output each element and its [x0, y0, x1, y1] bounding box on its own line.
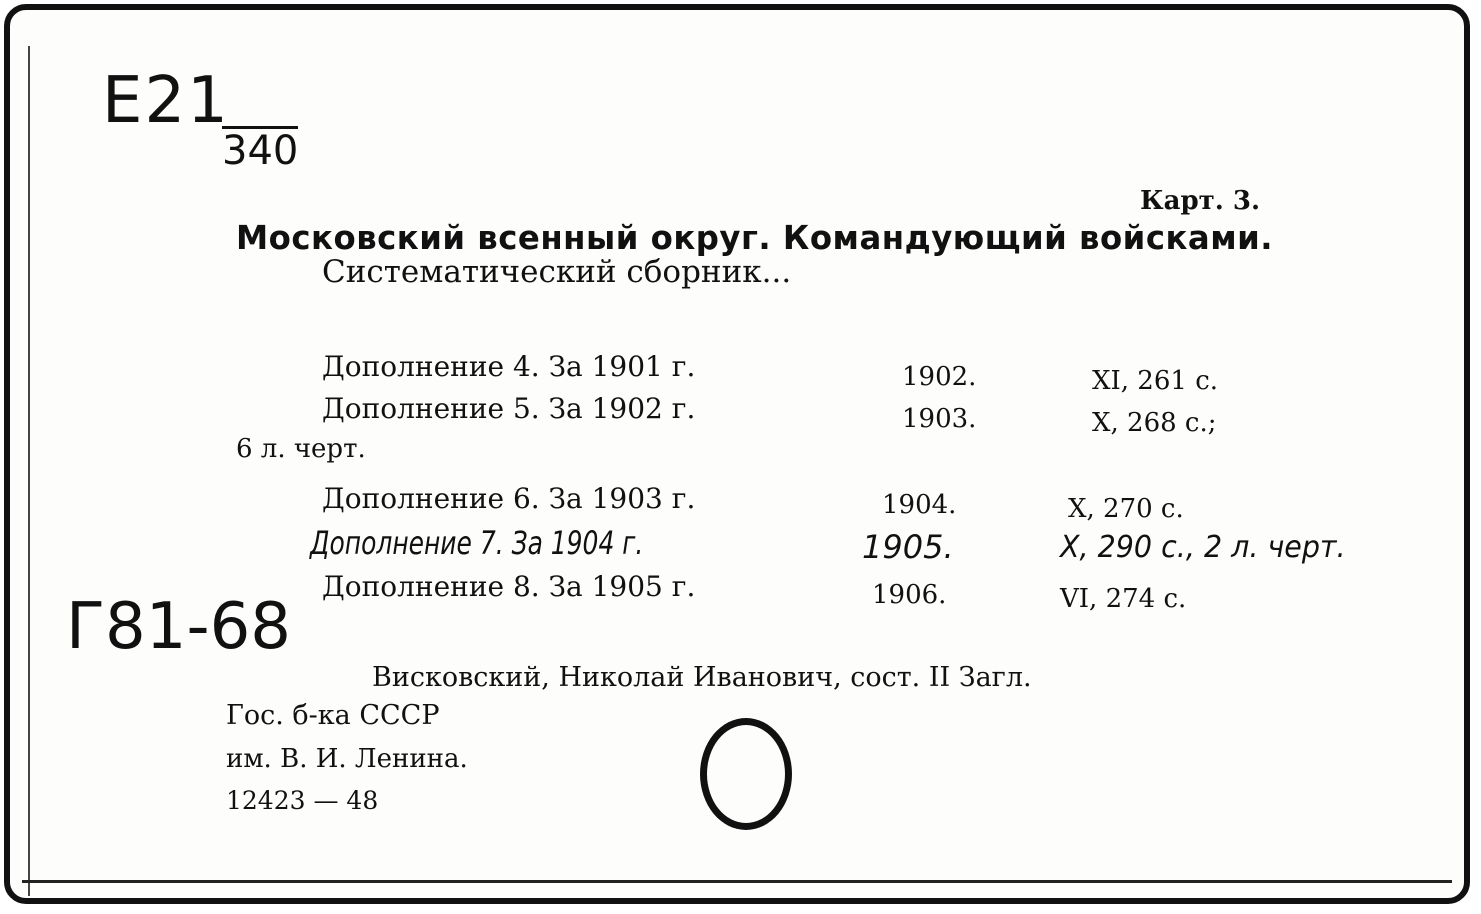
library-line-1: Гос. б-ка СССР — [226, 700, 440, 731]
supplement-5-title: Дополнение 5. За 1902 г. — [322, 392, 696, 425]
supplement-6-pages: X, 270 с. — [1068, 494, 1184, 524]
heading-line-1: Московский всенный округ. Командующий войсками. — [236, 218, 1274, 257]
supplement-6-title: Дополнение 6. За 1903 г. — [322, 482, 696, 515]
call-number-sub: 340 — [222, 128, 299, 174]
supplement-5-continuation: 6 л. черт. — [236, 434, 366, 464]
library-line-2: им. В. И. Ленина. — [226, 744, 468, 774]
supplement-6-year: 1904. — [882, 490, 957, 520]
supplement-4-year: 1902. — [902, 362, 977, 392]
left-margin-rule — [28, 46, 30, 896]
supplement-5-pages: X, 268 с.; — [1092, 408, 1217, 438]
supplement-7-year: 1905. — [862, 528, 954, 566]
library-code: 12423 — 48 — [226, 786, 379, 815]
card-number: Карт. 3. — [1140, 186, 1261, 216]
supplement-5-year: 1903. — [902, 404, 977, 434]
supplement-8-pages: VI, 274 с. — [1060, 584, 1187, 614]
shelf-mark: Г81-68 — [66, 590, 291, 664]
supplement-8-year: 1906. — [872, 580, 947, 610]
supplement-4-pages: XI, 261 с. — [1092, 366, 1219, 396]
catalog-card — [4, 4, 1470, 904]
supplement-7-title: Дополнение 7. За 1904 г. — [310, 524, 644, 562]
compiler-line: Висковский, Николай Иванович, сост. II Загл. — [372, 662, 1032, 693]
call-number: E21 — [102, 64, 230, 138]
supplement-8-title: Дополнение 8. За 1905 г. — [322, 570, 696, 603]
heading-line-2: Систематический сборник... — [322, 254, 792, 290]
drawn-circle — [700, 718, 792, 830]
bottom-rule — [22, 880, 1452, 883]
supplement-7-pages: X, 290 с., 2 л. черт. — [1060, 530, 1346, 565]
supplement-4-title: Дополнение 4. За 1901 г. — [322, 350, 696, 383]
